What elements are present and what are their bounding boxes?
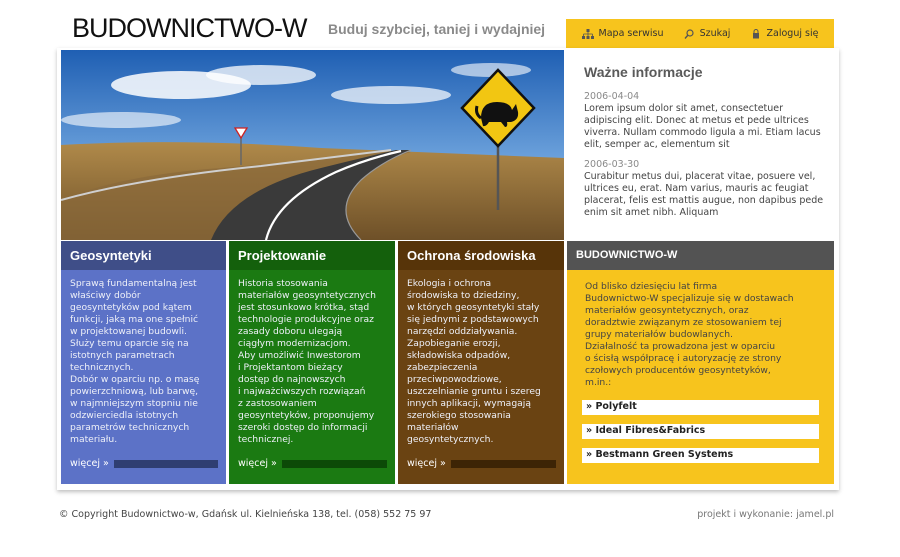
more-link-bar	[114, 460, 218, 468]
nav-login-link[interactable]	[750, 28, 819, 39]
text-line: Aby umożliwić Inwestorom	[238, 350, 361, 361]
top-navigation	[566, 19, 834, 48]
search-icon	[683, 29, 695, 39]
text-line: i najważciwszych rozwiązań	[238, 386, 366, 397]
nav-sitemap-label: Mapa serwisu	[598, 28, 664, 39]
text-line: innych aplikacji, wymagają	[407, 398, 531, 409]
text-line: się jednymi z podstawowych	[407, 314, 539, 325]
news-date: 2006-03-30	[584, 159, 640, 170]
hero-road-image	[61, 50, 564, 240]
text-line: zabezpieczenia	[407, 362, 478, 373]
news-title: Ważne informacje	[584, 64, 703, 80]
company-text	[567, 270, 834, 389]
more-link-label: więcej »	[70, 458, 109, 469]
nav-sitemap-link[interactable]	[582, 28, 664, 39]
news-text[interactable]: Curabitur metus dui, placerat vitae, posuere vel, ultrices eu, erat. Nam varius, mauris ac feugiat placerat, felis est mattis augue, non dapibus pede enim sit amet nibh. Aliquam	[584, 171, 824, 218]
text-line: szeroki dostęp do informacji	[238, 422, 368, 433]
text-line: technicznych.	[70, 362, 134, 373]
text-line: szerokiego stosowania	[407, 410, 511, 421]
text-line: jest stosunkowo krótka, stąd	[238, 302, 370, 313]
text-line: przeciwpowodziowe,	[407, 374, 502, 385]
text-line: o ścisłą współpracę i autoryzację ze strony	[585, 353, 782, 364]
text-line: m.in.:	[585, 377, 612, 388]
text-line: w projektowanej budowli.	[70, 326, 187, 337]
text-line: Działalność ta prowadzona jest w oparciu	[585, 341, 776, 352]
text-line: geosyntetyków pod kątem	[70, 302, 192, 313]
text-line: narzędzi oddziaływania.	[407, 326, 518, 337]
more-link-label: więcej »	[407, 458, 446, 469]
text-line: Budownictwo-W specjalizuje się w dostawach	[585, 293, 794, 304]
partner-link-bestmann[interactable]: » Bestmann Green Systems	[582, 448, 819, 463]
text-line: materiałów geosyntetycznych, oraz	[585, 305, 749, 316]
company-heading: BUDOWNICTWO-W	[567, 241, 834, 270]
text-line: zasady doboru ulegają	[238, 326, 343, 337]
text-line: środowiska to dziedziny,	[407, 290, 520, 301]
text-line: właściwy dobór	[70, 290, 141, 301]
text-line: geosyntetycznych.	[407, 434, 494, 445]
text-line: grupy materiałów budowlanych.	[585, 329, 733, 340]
site-tagline: Buduj szybciej, taniej i wydajniej	[328, 21, 546, 37]
geosyntetyki-text	[61, 270, 226, 446]
text-line: składowiska odpadów,	[407, 350, 511, 361]
text-line: powierzchniową, lub barwę,	[70, 386, 199, 397]
text-line: ciągłym modernizacjom.	[238, 338, 351, 349]
nav-login-label: Zaloguj się	[766, 28, 819, 39]
more-link-bar	[282, 460, 387, 468]
text-line: doradztwie związanym ze stosowaniem tej	[585, 317, 782, 328]
more-link-bar	[451, 460, 556, 468]
ochrona-srodowiska-heading: Ochrona środowiska	[398, 241, 564, 270]
text-line: materiałów geosyntetycznych	[238, 290, 376, 301]
site-logo[interactable]: BUDOWNICTWO-W	[72, 13, 307, 43]
nav-search-link[interactable]	[683, 28, 731, 39]
text-line: odzwierciedla istotnych	[70, 410, 179, 421]
lock-icon	[750, 29, 762, 39]
text-line: i Projektantom bieżący	[238, 362, 343, 373]
text-line: Historia stosowania	[238, 278, 328, 289]
text-line: dostęp do najnowszych	[238, 374, 346, 385]
geosyntetyki-more-link[interactable]	[70, 459, 218, 468]
text-line: geosyntetyków, proponujemy	[238, 410, 375, 421]
projektowanie-heading: Projektowanie	[229, 241, 395, 270]
news-text[interactable]: Lorem ipsum dolor sit amet, consectetuer adipiscing elit. Donec at metus et pede ultrices viverra. Nullam commodo ligula a mi. Etiam lacus elit, semper ac, elementum sit	[584, 103, 821, 150]
ochrona-srodowiska-column	[398, 241, 564, 484]
text-line: w najmniejszym stopniu nie	[70, 398, 198, 409]
text-line: czołowych producentów geosyntetyków,	[585, 365, 771, 376]
news-date: 2006-04-04	[584, 91, 640, 102]
ochrona-srodowiska-text	[398, 270, 564, 446]
text-line: Zapobieganie erozji,	[407, 338, 501, 349]
text-line: technicznej.	[238, 434, 294, 445]
nav-search-label: Szukaj	[699, 28, 731, 39]
sitemap-icon	[582, 29, 594, 39]
projektowanie-column	[229, 241, 395, 484]
text-line: technologie produkcyjne oraz	[238, 314, 374, 325]
ochrona-srodowiska-more-link[interactable]	[407, 459, 556, 468]
news-panel	[584, 64, 824, 227]
text-line: w których geosyntetyki stały	[407, 302, 540, 313]
text-line: Sprawą fundamentalną jest	[70, 278, 197, 289]
text-line: Dobór w oparciu np. o masę	[70, 374, 200, 385]
more-link-label: więcej »	[238, 458, 277, 469]
footer-copyright: © Copyright Budownictwo-w, Gdańsk ul. Kielnieńska 138, tel. (058) 552 75 97	[59, 509, 432, 520]
projektowanie-more-link[interactable]	[238, 459, 387, 468]
text-line: materiałów	[407, 422, 459, 433]
geosyntetyki-heading: Geosyntetyki	[61, 241, 226, 270]
text-line: funkcji, jaką ma one spełnić	[70, 314, 199, 325]
partner-link-polyfelt[interactable]: » Polyfelt	[582, 400, 819, 415]
text-line: materiału.	[70, 434, 118, 445]
projektowanie-text	[229, 270, 395, 446]
partner-link-ideal-fibres[interactable]: » Ideal Fibres&Fabrics	[582, 424, 819, 439]
geosyntetyki-column	[61, 241, 226, 484]
footer-credit[interactable]: projekt i wykonanie: jamel.pl	[697, 509, 834, 520]
text-line: istotnych parametrach	[70, 350, 175, 361]
text-line: Ekologia i ochrona	[407, 278, 492, 289]
text-line: uszczelnianie gruntu i szereg	[407, 386, 541, 397]
text-line: Od blisko dziesięciu lat firma	[585, 281, 718, 292]
text-line: parametrów technicznych	[70, 422, 190, 433]
text-line: Służy temu oparcie się na	[70, 338, 189, 349]
text-line: z zastosowaniem	[238, 398, 317, 409]
partner-list	[582, 400, 819, 472]
